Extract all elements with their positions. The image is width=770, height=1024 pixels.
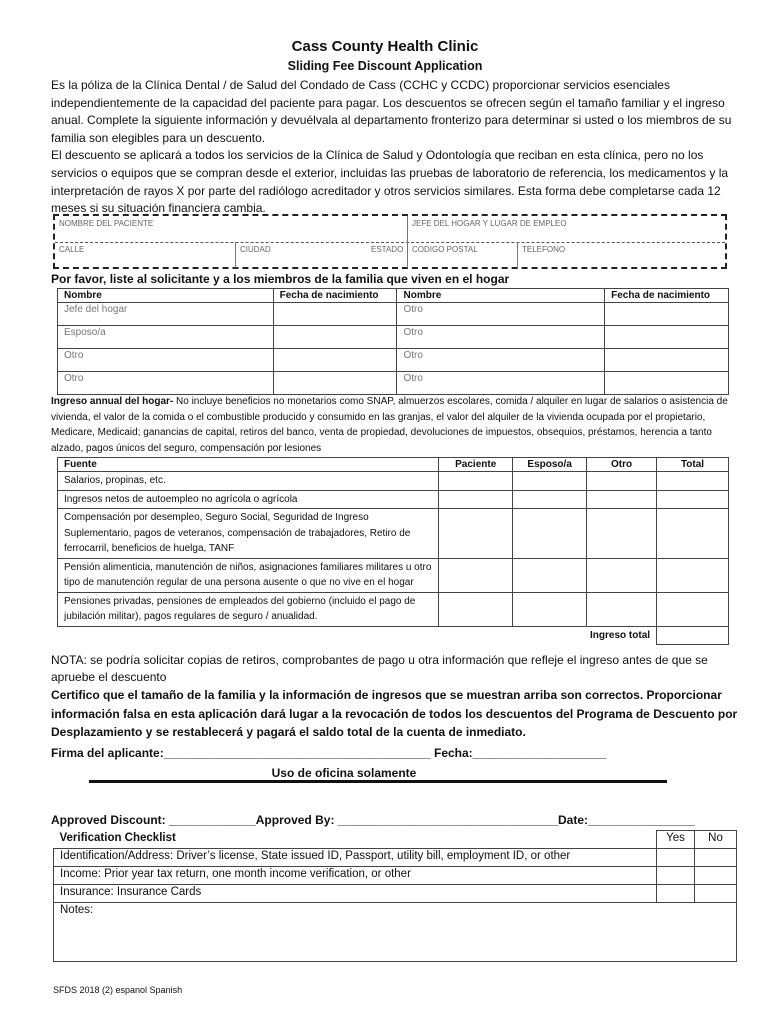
income-text: No incluye beneficios no monetarios como SNAP, almuerzos escolares, comida / alquiler en lugar de salarios o asistencia de vivienda, el valor de la comida o el combustible producido y consumido en las granjas, el valor del alquiler de la vivienda ocupada por el propietario, Medicare, Medicaid; ganancias de capital, retiros del banco, venta de propiedad, devoluciones de impuestos, obsequios, préstamos, herencia a tanto alzado, pagos únicos del seguro, compensación por lesiones [51,396,728,454]
no-checkbox[interactable] [695,867,737,885]
income-other-cell[interactable] [587,558,657,592]
col-name-2: Nombre [397,289,605,303]
form-subtitle: Sliding Fee Discount Application [287,59,483,73]
verification-header-row [54,831,737,849]
notes-field[interactable]: Notes: [54,903,737,962]
col-source: Fuente [58,458,439,472]
yes-checkbox[interactable] [657,885,695,903]
income-spouse-cell[interactable] [513,472,587,491]
income-header-row [58,458,729,472]
verification-heading: Verification Checklist [54,831,657,849]
income-patient-cell[interactable] [439,558,513,592]
signature-date-line[interactable]: Firma del aplicante:________________________________________ Fecha:____________________ [51,746,607,760]
no-checkbox[interactable] [695,885,737,903]
income-table [57,457,729,645]
member-dob-cell[interactable] [273,372,397,395]
clinic-title: Cass County Health Clinic [291,38,479,55]
income-label: Ingreso annual del hogar- [51,396,174,407]
street-field[interactable]: CALLE [59,245,85,254]
income-row [58,490,729,509]
no-checkbox[interactable] [695,849,737,867]
income-row [58,509,729,559]
income-row [58,558,729,592]
nota-text: NOTA: se podría solicitar copias de retiros, comprobantes de pago u otra información que refleje el ingreso antes de que se apruebe el descuento [51,653,708,684]
income-total-cell[interactable] [657,490,729,509]
income-row [58,472,729,491]
income-source: Pensiones privadas, pensiones de empleados del gobierno (incluido el pago de jubilación militar), pagos regulares de seguro / anualidad. [58,592,439,626]
intro-paragraph-2: El descuento se aplicará a todos los servicios de la Clínica de Salud y Odontología que reciban en esta clínica, pero no los servicios o equipos que se compran desde el exterior, incluidas las pruebas de laboratorio de referencia, los medicamentos y la interpretación de rayos X por parte del radiólogo acreditador y otros servicios similares. Esta forma debe completarse cada 12 meses si su situación financiera cambia. [51,148,729,216]
member-name-cell[interactable]: Jefe del hogar [58,303,274,326]
patient-info-row-2 [55,242,725,268]
member-name-cell[interactable]: Otro [397,372,605,395]
yes-checkbox[interactable] [657,867,695,885]
total-income-label: Ingreso total [590,629,651,641]
income-total-row [58,626,729,644]
phone-field[interactable]: TELEFONO [517,242,725,268]
member-dob-cell[interactable] [273,349,397,372]
income-spouse-cell[interactable] [513,490,587,509]
state-field[interactable]: ESTADO [371,245,404,254]
income-spouse-cell[interactable] [513,558,587,592]
verification-item: Income: Prior year tax return, one month income verification, or other [54,867,657,885]
income-spouse-cell[interactable] [513,509,587,559]
member-dob-cell[interactable] [605,372,729,395]
member-name-cell[interactable]: Esposo/a [58,326,274,349]
col-dob-2: Fecha de nacimiento [605,289,729,303]
col-spouse: Esposo/a [513,458,587,472]
verification-table [53,830,737,962]
patient-info-box [53,214,727,269]
office-use-heading: Uso de oficina solamente [271,766,417,780]
patient-name-field[interactable]: NOMBRE DEL PACIENTE [59,219,154,228]
col-patient: Paciente [439,458,513,472]
household-row [58,303,729,326]
income-other-cell[interactable] [587,490,657,509]
member-name-cell[interactable]: Otro [397,326,605,349]
household-header-row [58,289,729,303]
zip-field[interactable]: CODIGO POSTAL [407,242,517,268]
member-name-cell[interactable]: Otro [58,349,274,372]
income-source: Ingresos netos de autoempleo no agrícola o agrícola [58,490,439,509]
income-other-cell[interactable] [587,472,657,491]
certification-text: Certifico que el tamaño de la familia y la información de ingresos que se muestran arriba son correctos. Proporcionar información falsa en esta aplicación dará lugar a la revocación de todos los descuentos del Programa de Descuento por Desplazamiento y se restablecerá y pagará el saldo total de la cuenta de inmediato. [51,688,738,740]
member-dob-cell[interactable] [273,326,397,349]
footer-code: SFDS 2018 (2) espanol Spanish [53,985,183,995]
income-patient-cell[interactable] [439,509,513,559]
col-other: Otro [587,458,657,472]
household-row [58,372,729,395]
income-total-cell[interactable] [657,509,729,559]
approval-line[interactable]: Approved Discount: _____________Approved By: _________________________________Date:________________ [51,813,695,827]
yes-checkbox[interactable] [657,849,695,867]
member-name-cell[interactable]: Otro [58,372,274,395]
income-source: Pensión alimenticia, manutención de niños, asignaciones familiares militares u otro tipo de manutención regular de una persona ausente o que no vive en el hogar [58,558,439,592]
household-heading: Por favor, liste al solicitante y a los miembros de la familia que viven en el hogar [51,272,510,286]
member-name-cell[interactable]: Otro [397,349,605,372]
income-total-cell[interactable] [657,558,729,592]
income-other-cell[interactable] [587,592,657,626]
intro-text [51,77,741,218]
household-table [57,288,729,395]
col-dob: Fecha de nacimiento [273,289,397,303]
income-description [51,394,741,456]
income-total-cell[interactable] [657,472,729,491]
income-row [58,592,729,626]
total-income-cell[interactable] [657,626,729,644]
income-patient-cell[interactable] [439,472,513,491]
income-source: Salarios, propinas, etc. [58,472,439,491]
household-row [58,326,729,349]
member-name-cell[interactable]: Otro [397,303,605,326]
income-patient-cell[interactable] [439,592,513,626]
col-yes: Yes [657,831,695,849]
income-patient-cell[interactable] [439,490,513,509]
member-dob-cell[interactable] [605,326,729,349]
head-employer-field[interactable]: JEFE DEL HOGAR Y LUGAR DE EMPLEO [407,216,725,242]
member-dob-cell[interactable] [605,349,729,372]
member-dob-cell[interactable] [273,303,397,326]
col-no: No [695,831,737,849]
member-dob-cell[interactable] [605,303,729,326]
income-other-cell[interactable] [587,509,657,559]
income-spouse-cell[interactable] [513,592,587,626]
verification-row [54,885,737,903]
intro-paragraph-1: Es la póliza de la Clínica Dental / de Salud del Condado de Cass (CCHC y CCDC) proporcionar servicios esenciales independientemente de la capacidad del paciente para pagar. Los descuentos se ofrecen según el tamaño familiar y el ingreso anual. Complete la siguiente información y devuélvala al departamento fronterizo para determinar si usted o los miembros de su familia son elegibles para un descuento. [51,78,732,145]
col-name: Nombre [58,289,274,303]
verification-item: Identification/Address: Driver’s license, State issued ID, Passport, utility bill, employment ID, or other [54,849,657,867]
notes-row [54,903,737,962]
verification-row [54,849,737,867]
household-row [58,349,729,372]
patient-info-row-1 [55,216,725,243]
verification-row [54,867,737,885]
office-divider [89,780,667,783]
income-source: Compensación por desempleo, Seguro Social, Seguridad de Ingreso Suplementario, pagos de veteranos, compensación de trabajadores, Retiro de ferrocarril, beneficios de huelga, TANF [58,509,439,559]
city-field[interactable]: CIUDAD [235,242,367,268]
col-total: Total [657,458,729,472]
income-total-cell[interactable] [657,592,729,626]
verification-item: Insurance: Insurance Cards [54,885,657,903]
